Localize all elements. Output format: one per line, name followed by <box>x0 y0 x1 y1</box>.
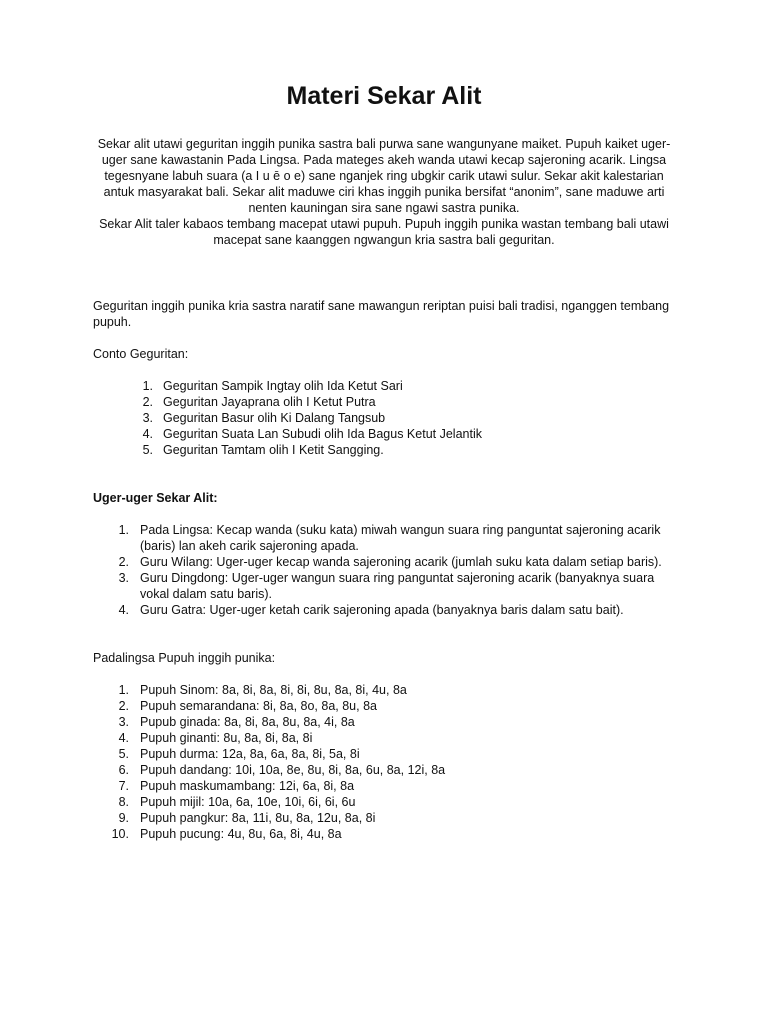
list-item-text: Guru Dingdong: Uger-uger wangun suara ring panguntat sajeroning acarik (banyaknya suara vokal dalam satu baris). <box>140 571 655 601</box>
list-item <box>93 730 675 746</box>
list-item-number: 5. <box>142 443 153 457</box>
list-item-text: Geguritan Basur olih Ki Dalang Tangsub <box>163 411 386 425</box>
list-item-number: 5. <box>118 747 129 761</box>
list-item-number: 3. <box>118 715 129 729</box>
list-item-text: Pupuh mijil: 10a, 6a, 10e, 10i, 6i, 6i, 6u <box>140 795 356 809</box>
list-item <box>93 682 675 698</box>
list-item-text: Geguritan Jayaprana olih I Ketut Putra <box>163 395 376 409</box>
list-item-number: 4. <box>142 427 153 441</box>
list-item <box>93 570 675 602</box>
list-item-text: Guru Wilang: Uger-uger kecap wanda sajeroning acarik (jumlah suku kata dalam setiap baris). <box>140 555 662 569</box>
list-item-text: Pupub ginada: 8a, 8i, 8a, 8u, 8a, 4i, 8a <box>140 715 355 729</box>
list-item-number: 1. <box>118 523 129 537</box>
list-item-number: 6. <box>118 763 129 777</box>
list-item-number: 2. <box>118 555 129 569</box>
intro-section <box>93 136 675 248</box>
list-item-number: 2. <box>118 699 129 713</box>
list-item <box>93 714 675 730</box>
conto-geguritan-heading: Conto Geguritan: <box>93 347 189 361</box>
document-page <box>93 82 675 842</box>
list-item-number: 3. <box>118 571 129 585</box>
list-item-text: Pupuh durma: 12a, 8a, 6a, 8a, 8i, 5a, 8i <box>140 747 360 761</box>
list-item-number: 10. <box>111 827 129 841</box>
list-item <box>93 394 675 410</box>
list-item-number: 8. <box>118 795 129 809</box>
list-item <box>93 794 675 810</box>
list-item <box>93 426 675 442</box>
geguritan-definition: Geguritan inggih punika kria sastra naratif sane mawangun reriptan puisi bali tradisi, nganggen tembang pupuh. <box>93 299 670 329</box>
list-item-text: Pupuh semarandana: 8i, 8a, 8o, 8a, 8u, 8a <box>140 699 377 713</box>
intro-paragraph: Sekar alit utawi geguritan inggih punika sastra bali purwa sane wangunyane maiket. Pupuh kaiket uger-uger sane kawastanin Pada Lingsa. Pada mateges akeh wanda utawi kecap sajeroning acarik. Lingsa tegesnyane labuh suara (a I u ē o e) sane nganjek ring ubgkir carik utawi sulur. Sekar akit kalestarian antuk masyarakat bali. Sekar alit maduwe ciri khas inggih punika bersifat “anonim”, sane maduwe arti nenten kauningan sira sane ngawi sastra punika. <box>97 137 671 215</box>
intro-paragraph: Sekar Alit taler kabaos tembang macepat utawi pupuh. Pupuh inggih punika wastan tembang bali utawi macepat sane kaanggen ngwangun kria sastra bali geguritan. <box>99 217 669 247</box>
list-item-number: 9. <box>118 811 129 825</box>
list-item-text: Pupuh pucung: 4u, 8u, 6a, 8i, 4u, 8a <box>140 827 342 841</box>
list-item-text: Pupuh maskumambang: 12i, 6a, 8i, 8a <box>140 779 355 793</box>
uger-uger-list <box>93 522 675 618</box>
list-item-text: Geguritan Suata Lan Subudi olih Ida Bagus Ketut Jelantik <box>163 427 482 441</box>
list-item <box>93 410 675 426</box>
list-item <box>93 378 675 394</box>
list-item-text: Pupuh dandang: 10i, 10a, 8e, 8u, 8i, 8a, 6u, 8a, 12i, 8a <box>140 763 446 777</box>
list-item-text: Pupuh ginanti: 8u, 8a, 8i, 8a, 8i <box>140 731 313 745</box>
list-item-text: Pada Lingsa: Kecap wanda (suku kata) miwah wangun suara ring panguntat sajeroning acarik (baris) lan akeh carik sajeroning apada. <box>140 523 661 553</box>
list-item-text: Pupuh pangkur: 8a, 11i, 8u, 8a, 12u, 8a, 8i <box>140 811 376 825</box>
list-item <box>93 778 675 794</box>
list-item <box>93 762 675 778</box>
document-title: Materi Sekar Alit <box>286 82 482 110</box>
list-item-number: 4. <box>118 603 129 617</box>
list-item-number: 3. <box>142 411 153 425</box>
list-item-text: Pupuh Sinom: 8a, 8i, 8a, 8i, 8i, 8u, 8a, 8i, 4u, 8a <box>140 683 407 697</box>
list-item-number: 2. <box>142 395 153 409</box>
list-item <box>93 826 675 842</box>
list-item-text: Guru Gatra: Uger-uger ketah carik sajeroning apada (banyaknya baris dalam satu bait). <box>140 603 624 617</box>
uger-uger-heading: Uger-uger Sekar Alit: <box>93 491 218 505</box>
list-item <box>93 442 675 458</box>
list-item-number: 1. <box>142 379 153 393</box>
list-item <box>93 522 675 554</box>
list-item-number: 1. <box>118 683 129 697</box>
list-item <box>93 810 675 826</box>
list-item <box>93 698 675 714</box>
list-item-text: Geguritan Tamtam olih I Ketit Sangging. <box>163 443 384 457</box>
list-item-text: Geguritan Sampik Ingtay olih Ida Ketut Sari <box>163 379 403 393</box>
padalingsa-heading: Padalingsa Pupuh inggih punika: <box>93 651 276 665</box>
list-item <box>93 602 675 618</box>
pupuh-list <box>93 682 675 842</box>
list-item-number: 4. <box>118 731 129 745</box>
list-item <box>93 746 675 762</box>
list-item-number: 7. <box>118 779 129 793</box>
list-item <box>93 554 675 570</box>
conto-geguritan-list <box>93 378 675 458</box>
